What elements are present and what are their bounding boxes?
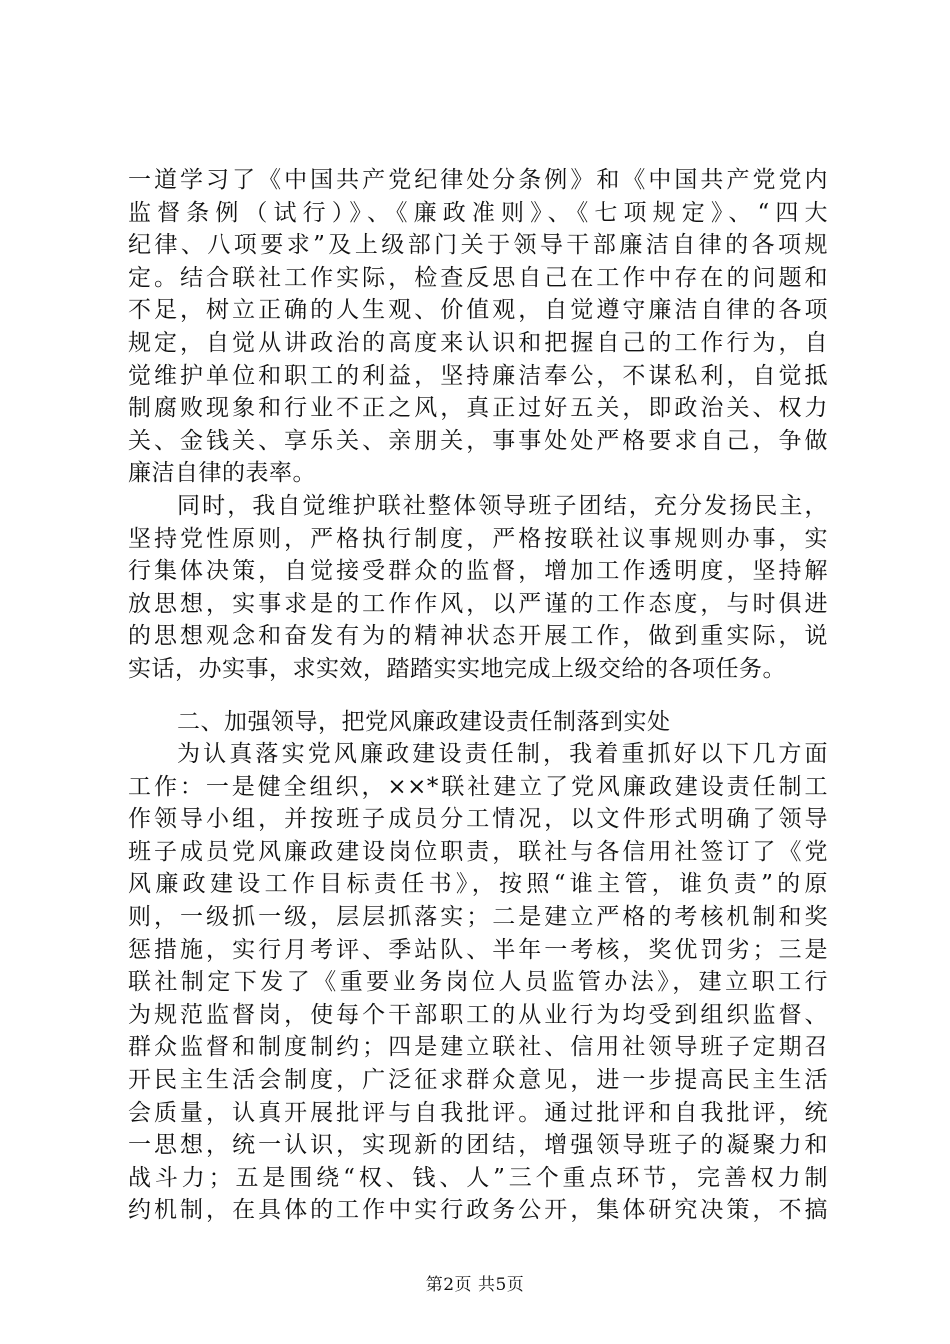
text-line: 班子成员党风廉政建设岗位职责，联社与各信用社签订了《党 bbox=[128, 838, 828, 865]
text-line: 放思想，实事求是的工作作风，以严谨的工作态度，与时俱进 bbox=[128, 590, 828, 617]
text-line: 约机制，在具体的工作中实行政务公开，集体研究决策，不搞 bbox=[128, 1197, 828, 1224]
text-line: 群众监督和制度制约；四是建立联社、信用社领导班子定期召 bbox=[128, 1034, 828, 1061]
page-number-footer: 第2页 共5页 bbox=[425, 1275, 525, 1295]
text-line: 联社制定下发了《重要业务岗位人员监管办法》，建立职工行 bbox=[128, 969, 828, 996]
text-line: 的思想观念和奋发有为的精神状态开展工作，做到重实际，说 bbox=[128, 623, 828, 650]
text-line: 规定，自觉从讲政治的高度来认识和把握自己的工作行为，自 bbox=[128, 329, 828, 356]
text-line: 不足，树立正确的人生观、价值观，自觉遵守廉洁自律的各项 bbox=[128, 297, 828, 324]
text-line: 则，一级抓一级，层层抓落实；二是建立严格的考核机制和奖 bbox=[128, 904, 828, 931]
text-line: 觉维护单位和职工的利益，坚持廉洁奉公，不谋私利，自觉抵 bbox=[128, 362, 828, 389]
text-line: 会质量，认真开展批评与自我批评。通过批评和自我批评，统 bbox=[128, 1099, 828, 1126]
text-line: 行集体决策，自觉接受群众的监督，增加工作透明度，坚持解 bbox=[128, 558, 828, 585]
text-line: 一思想，统一认识，实现新的团结，增强领导班子的凝聚力和 bbox=[128, 1132, 828, 1159]
text-line: 工作：一是健全组织，××*联社建立了党风廉政建设责任制工 bbox=[128, 773, 828, 800]
text-line: 监督条例（试行）》、《廉政准则》、《七项规定》、“四大 bbox=[128, 199, 828, 226]
text-line: 开民主生活会制度，广泛征求群众意见，进一步提高民主生活 bbox=[128, 1067, 828, 1094]
text-line: 战斗力；五是围绕“权、钱、人”三个重点环节，完善权力制 bbox=[128, 1164, 828, 1191]
text-line: 惩措施，实行月考评、季站队、半年一考核，奖优罚劣；三是 bbox=[128, 936, 828, 963]
text-line: 廉洁自律的表率。 bbox=[128, 460, 316, 487]
document-body bbox=[128, 164, 828, 1227]
section-heading: 二、加强领导，把党风廉政建设责任制落到实处 bbox=[177, 708, 671, 735]
text-line: 纪律、八项要求”及上级部门关于领导干部廉洁自律的各项规 bbox=[128, 232, 828, 259]
paragraph-start-line: 为认真落实党风廉政建设责任制，我着重抓好以下几方面 bbox=[177, 741, 828, 768]
text-line: 一道学习了《中国共产党纪律处分条例》和《中国共产党党内 bbox=[128, 167, 828, 193]
text-line: 作领导小组，并按班子成员分工情况，以文件形式明确了领导 bbox=[128, 806, 828, 833]
text-line: 风廉政建设工作目标责任书》，按照“谁主管，谁负责”的原 bbox=[128, 871, 828, 898]
text-line: 关、金钱关、享乐关、亲朋关，事事处处严格要求自己，争做 bbox=[128, 427, 828, 454]
text-line: 制腐败现象和行业不正之风，真正过好五关，即政治关、权力 bbox=[128, 395, 828, 422]
paragraph-gap bbox=[128, 686, 828, 706]
text-line: 定。结合联社工作实际，检查反思自己在工作中存在的问题和 bbox=[128, 264, 828, 291]
text-line: 为规范监督岗，使每个干部职工的从业行为均受到组织监督、 bbox=[128, 1001, 828, 1028]
text-line: 实话，办实事，求实效，踏踏实实地完成上级交给的各项任务。 bbox=[128, 655, 786, 682]
text-line: 坚持党性原则，严格执行制度，严格按联社议事规则办事，实 bbox=[128, 525, 828, 552]
paragraph-start-line: 同时，我自觉维护联社整体领导班子团结，充分发扬民主， bbox=[177, 492, 828, 519]
